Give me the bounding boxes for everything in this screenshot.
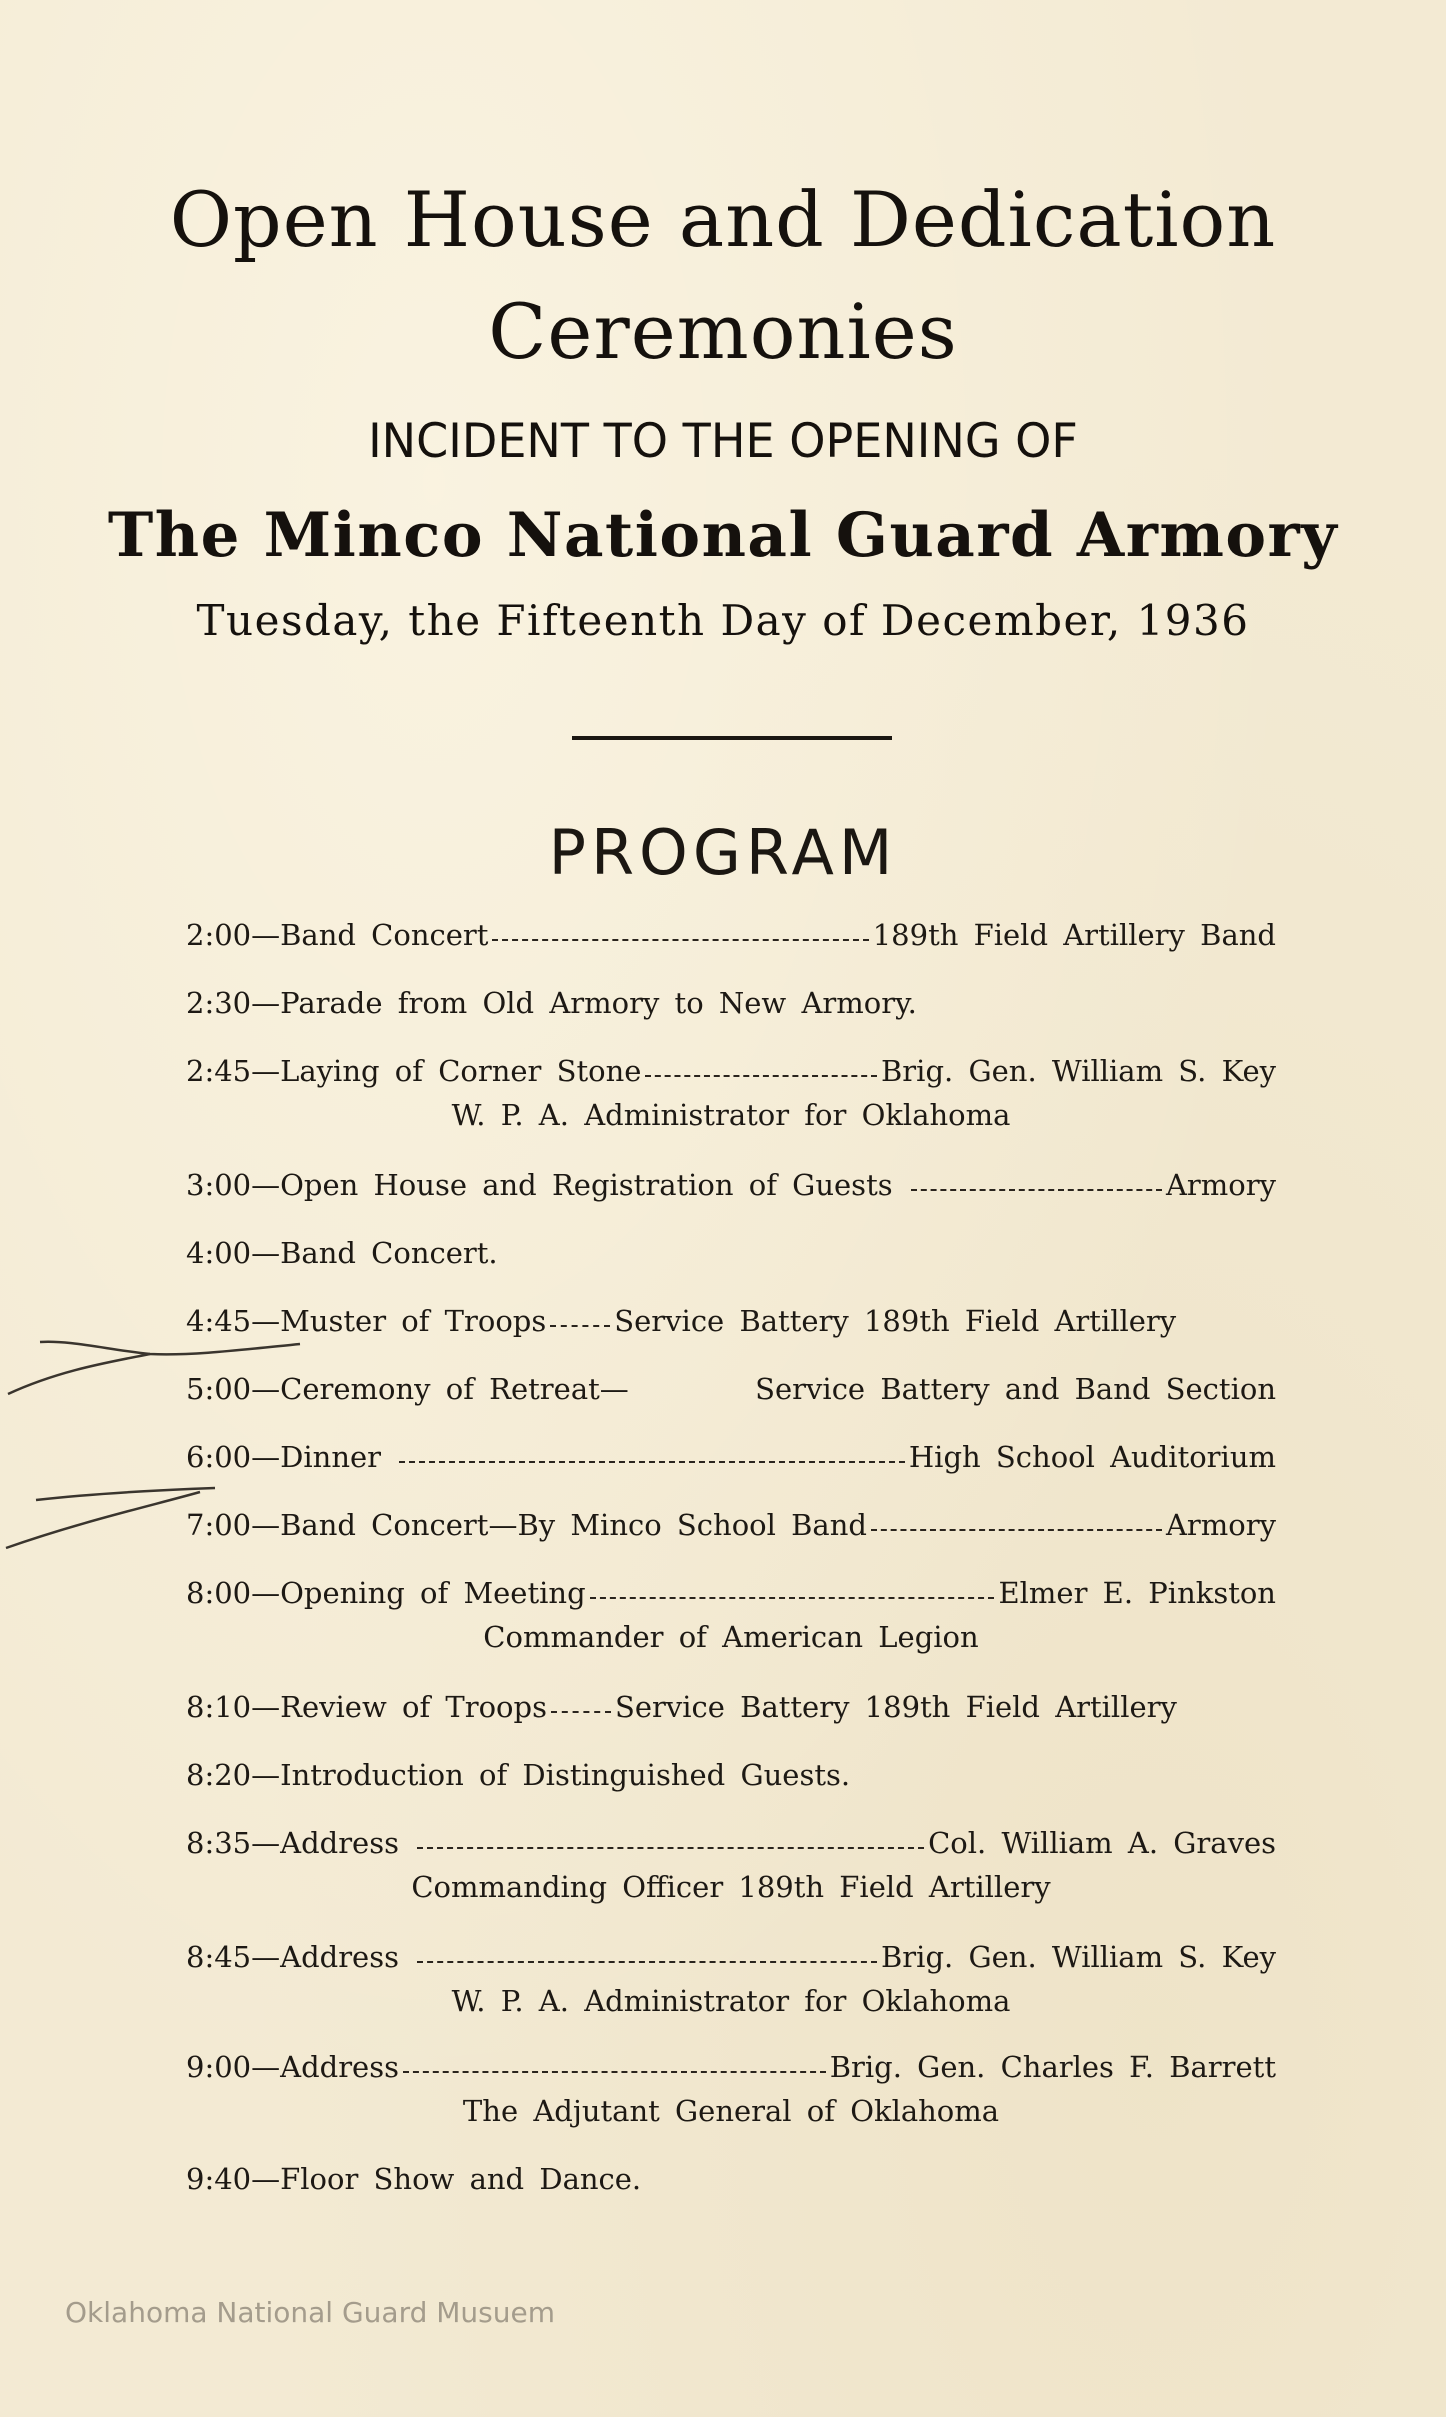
program-item: 6:00 — Dinner High School Auditorium <box>186 1440 1276 1474</box>
item-time: 4:00 <box>186 1236 252 1270</box>
item-performer: Col. William A. Graves <box>928 1826 1276 1860</box>
subtitle: INCIDENT TO THE OPENING OF <box>368 414 1078 469</box>
item-activity: Band Concert. <box>280 1236 498 1270</box>
program-item: 2:45 — Laying of Corner Stone Brig. Gen. William S. Key <box>186 1054 1276 1088</box>
program-item: 3:00 — Open House and Registration of Guests Armory <box>186 1168 1276 1202</box>
program-item: 8:10 — Review of Troops Service Battery 189th Field Artillery <box>186 1690 1177 1724</box>
program-item: 4:00 — Band Concert. <box>186 1236 498 1270</box>
pen-mark-1 <box>40 1342 300 1355</box>
item-activity: Address <box>280 2050 399 2084</box>
item-activity: Band Concert <box>280 1508 489 1542</box>
item-performer: Brig. Gen. William S. Key <box>881 1940 1276 1974</box>
program-item: 7:00 — Band Concert — By Minco School Band Armory <box>186 1508 1276 1542</box>
item-time: 8:20 <box>186 1758 252 1792</box>
item-subtitle: Commander of American Legion <box>483 1620 979 1654</box>
program-heading: PROGRAM <box>548 816 898 889</box>
item-activity: Introduction of Distinguished Guests. <box>280 1758 851 1792</box>
program-item: 8:00 — Opening of Meeting Elmer E. Pinkston <box>186 1576 1276 1610</box>
item-time: 9:40 <box>186 2162 252 2196</box>
watermark: Oklahoma National Guard Musuem <box>65 2296 556 2329</box>
program-item: 2:30 — Parade from Old Armory to New Armory. <box>186 986 917 1020</box>
item-performer: Service Battery and Band Section <box>755 1372 1276 1406</box>
dot-leader <box>551 1711 611 1713</box>
title-line-2: Ceremonies <box>488 287 958 376</box>
dot-leader <box>403 2071 826 2073</box>
program-item: 9:00 — Address Brig. Gen. Charles F. Barrett <box>186 2050 1276 2084</box>
armory-name: The Minco National Guard Armory <box>107 500 1339 571</box>
item-time: 8:10 <box>186 1690 252 1724</box>
dot-leader <box>590 1597 995 1599</box>
item-performer: Service Battery 189th Field Artillery <box>614 1304 1177 1338</box>
item-subtitle: W. P. A. Administrator for Oklahoma <box>451 1098 1011 1132</box>
item-performer: Brig. Gen. Charles F. Barrett <box>829 2050 1276 2084</box>
item-activity: Parade from Old Armory to New Armory. <box>280 986 917 1020</box>
item-performer: By Minco School Band <box>517 1508 867 1542</box>
program-item: 8:45 — Address Brig. Gen. William S. Key <box>186 1940 1276 1974</box>
item-activity: Ceremony of Retreat <box>280 1372 600 1406</box>
dot-leader <box>492 939 868 941</box>
item-performer: High School Auditorium <box>908 1440 1276 1474</box>
item-time: 5:00 <box>186 1372 252 1406</box>
item-subtitle: Commanding Officer 189th Field Artillery <box>411 1870 1051 1904</box>
program-item: 5:00 — Ceremony of Retreat — Service Battery and Band Section <box>186 1372 1276 1406</box>
program-item: 4:45 — Muster of Troops Service Battery 189th Field Artillery <box>186 1304 1177 1338</box>
item-performer: Armory <box>1165 1168 1276 1202</box>
item-activity: Floor Show and Dance. <box>280 2162 642 2196</box>
item-time: 4:45 <box>186 1304 252 1338</box>
item-activity: Dinner <box>280 1440 382 1474</box>
program-item: 8:35 — Address Col. William A. Graves <box>186 1826 1276 1860</box>
pen-mark-2 <box>8 1354 150 1394</box>
item-activity: Muster of Troops <box>280 1304 547 1338</box>
item-activity: Address <box>280 1940 399 1974</box>
program-item: 9:40 — Floor Show and Dance. <box>186 2162 642 2196</box>
item-activity: Open House and Registration of Guests <box>280 1168 893 1202</box>
item-performer: 189th Field Artillery Band <box>872 918 1276 952</box>
item-performer: Elmer E. Pinkston <box>998 1576 1276 1610</box>
item-subtitle: W. P. A. Administrator for Oklahoma <box>451 1984 1011 2018</box>
item-time: 2:00 <box>186 918 252 952</box>
item-time: 7:00 <box>186 1508 252 1542</box>
dot-leader <box>399 1461 905 1463</box>
item-subtitle: The Adjutant General of Oklahoma <box>462 2094 1000 2128</box>
item-activity: Laying of Corner Stone <box>280 1054 642 1088</box>
item-activity: Address <box>280 1826 399 1860</box>
item-time: 8:45 <box>186 1940 252 1974</box>
divider-rule <box>572 736 892 740</box>
program-item: 2:00 — Band Concert 189th Field Artillery Band <box>186 918 1276 952</box>
item-time: 3:00 <box>186 1168 252 1202</box>
item-time: 9:00 <box>186 2050 252 2084</box>
pen-mark-4 <box>6 1492 200 1548</box>
item-performer: Service Battery 189th Field Artillery <box>614 1690 1177 1724</box>
item-time: 2:45 <box>186 1054 252 1088</box>
title-line-1: Open House and Dedication <box>169 175 1277 264</box>
date-line: Tuesday, the Fifteenth Day of December, 1936 <box>196 596 1250 645</box>
item-time: 6:00 <box>186 1440 252 1474</box>
item-location: Armory <box>1165 1508 1276 1542</box>
dot-leader <box>871 1529 1162 1531</box>
item-activity: Band Concert <box>280 918 489 952</box>
item-performer: Brig. Gen. William S. Key <box>881 1054 1276 1088</box>
item-time: 8:00 <box>186 1576 252 1610</box>
program-item: 8:20 — Introduction of Distinguished Guests. <box>186 1758 851 1792</box>
item-time: 8:35 <box>186 1826 252 1860</box>
item-activity: Opening of Meeting <box>280 1576 586 1610</box>
pen-check-marks <box>0 1310 330 1570</box>
item-activity: Review of Troops <box>280 1690 547 1724</box>
dot-leader <box>417 1847 924 1849</box>
item-time: 2:30 <box>186 986 252 1020</box>
dot-leader <box>911 1189 1162 1191</box>
dot-leader <box>417 1961 877 1963</box>
dot-leader <box>550 1325 610 1327</box>
dot-leader <box>645 1075 877 1077</box>
